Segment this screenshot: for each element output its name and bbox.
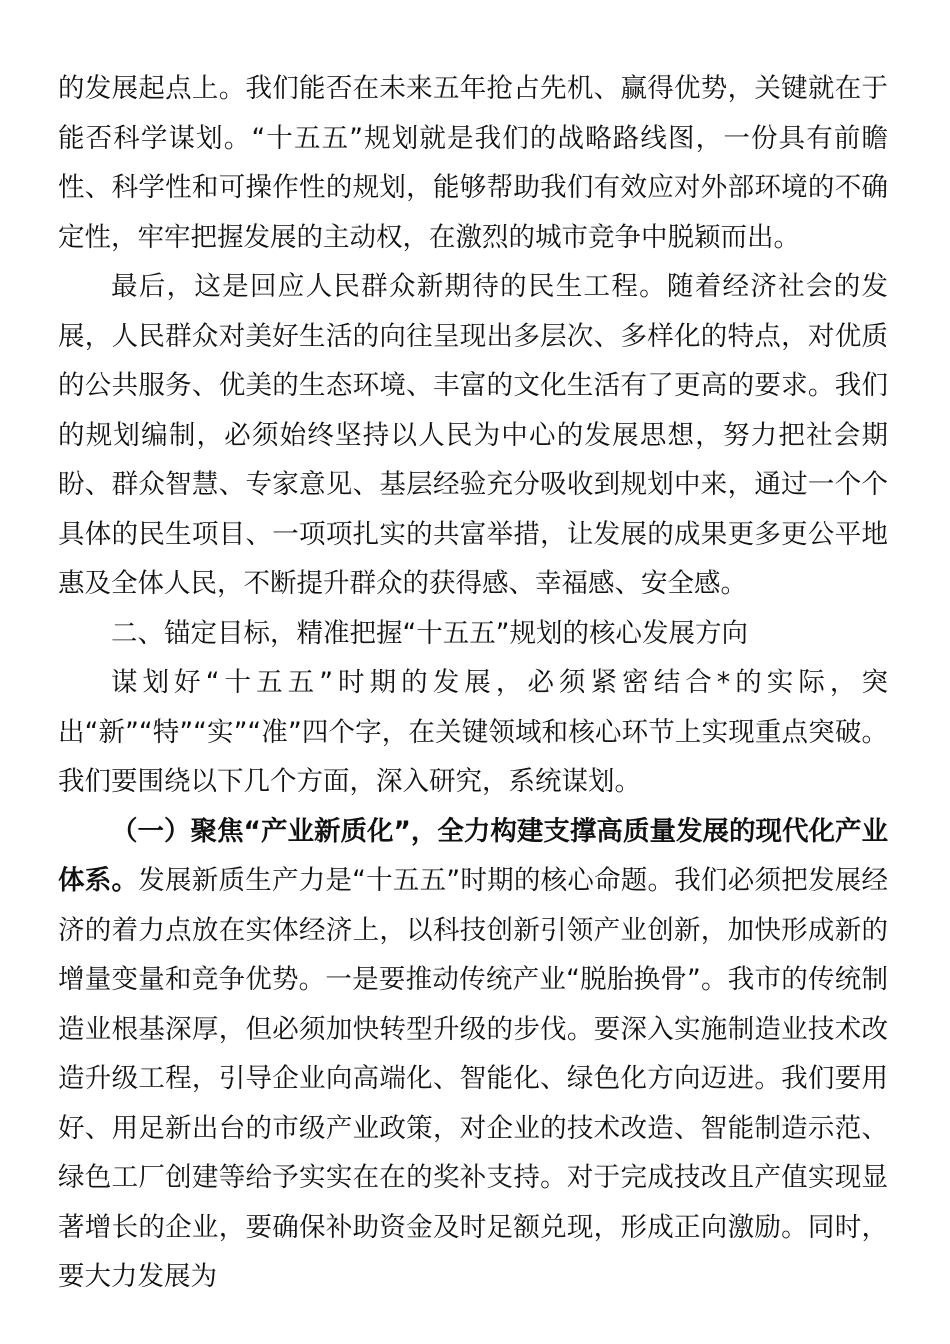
document-page [58,64,888,1302]
paragraph-livelihood-project: 最后，这是回应人民群众新期待的民生工程。随着经济社会的发展，人民群众对美好生活的向往呈现出多层次、多样化的特点，对优质的公共服务、优美的生态环境、丰富的文化生活有了更高的要求。我们的规划编制，必须始终坚持以人民为中心的发展思想，努力把社会期盼、群众智慧、专家意见、基层经验充分吸收到规划中来，通过一个个具体的民生项目、一项项扎实的共富举措，让发展的成果更多更公平地惠及全体人民，不断提升群众的获得感、幸福感、安全感。 [58,271,888,599]
subheading-industry-new-quality: （一）聚焦“产业新质化”，全力构建支撑高质量发展的现代化产业体系。 [58,815,888,896]
paragraph-industry-modernization [58,807,888,1302]
paragraph-industry-body: 发展新质生产力是“十五五”时期的核心命题。我们必须把发展经济的着力点放在实体经济上，以科技创新引领产业创新，加快形成新的增量变量和竞争优势。一是要推动传统产业“脱胎换骨”。我市的传统制造业根基深厚，但必须加快转型升级的步伐。要深入实施制造业技术改造升级工程，引导企业向高端化、智能化、绿色化方向迈进。我们要用好、用足新出台的市级产业政策，对企业的技术改造、智能制造示范、绿色工厂创建等给予实实在在的奖补支持。对于完成技改且产值实现显著增长的企业，要确保补助资金及时足额兑现，形成正向激励。同时，要大力发展为 [58,865,888,1292]
paragraph-planning-direction: 谋划好“十五五”时期的发展，必须紧密结合*的实际，突出“新”“特”“实”“准”四个字，在关键领域和核心环节上实现重点突破。我们要围绕以下几个方面，深入研究，系统谋划。 [58,667,888,797]
section-heading-two: 二、锚定目标，精准把握“十五五”规划的核心发展方向 [111,617,748,649]
paragraph-development-start: 的发展起点上。我们能否在未来五年抢占先机、赢得优势，关键就在于能否科学谋划。“十五五”规划就是我们的战略路线图，一份具有前瞻性、科学性和可操作性的规划，能够帮助我们有效应对外部环境的不确定性，牢牢把握发展的主动权，在激烈的城市竞争中脱颖而出。 [58,73,888,253]
